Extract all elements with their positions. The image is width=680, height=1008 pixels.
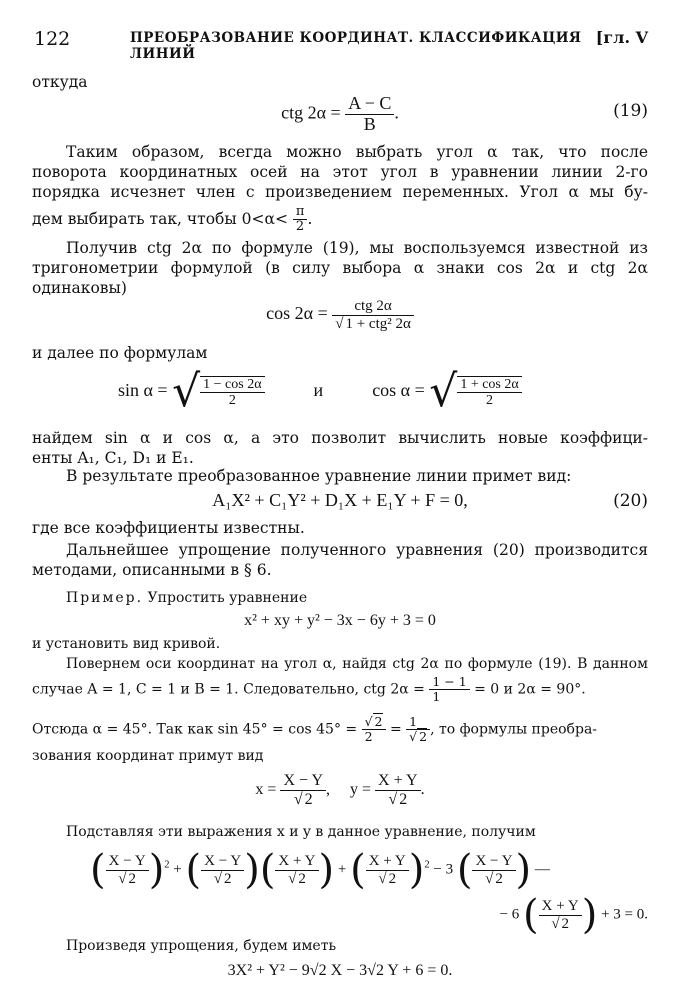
text-line: и далее по формулам [32, 344, 208, 362]
numerator: X + Y [275, 853, 318, 871]
text-line: В результате преобразованное уравнение линии примет вид: [66, 467, 572, 485]
text-span: , то формулы преобра- [430, 721, 598, 738]
denominator: √ 2 [378, 870, 397, 887]
radicand: 2 [128, 870, 137, 887]
numerator: X + Y [366, 853, 409, 871]
equation-label: (19) [613, 101, 648, 121]
text-span: = 0 и 2α = 90°. [474, 681, 586, 698]
radicand: 2 [298, 870, 306, 887]
numerator: X + Y [375, 772, 421, 791]
fraction [200, 376, 264, 409]
eq-lhs: x = [255, 780, 277, 798]
fraction [345, 94, 394, 135]
denominator: √ 2 [485, 870, 503, 887]
fraction [457, 376, 521, 409]
radicand: 2 [304, 790, 313, 808]
fraction [106, 853, 149, 887]
eq-lhs: cos α = [372, 380, 425, 401]
operator: + 3 = 0. [601, 906, 648, 923]
fraction [539, 898, 582, 932]
denominator: √ 2 [288, 870, 306, 887]
fraction [332, 298, 414, 332]
text-line: Получив ctg 2α по формуле (19), мы воспользуемся известной из [66, 239, 648, 257]
fraction [280, 772, 326, 808]
chapter-label: [гл. V [595, 28, 648, 47]
eq-lhs: sin α = [118, 380, 168, 401]
radicand: 2 [374, 714, 383, 729]
text-line: Таким образом, всегда можно выбрать угол α так, что после [66, 143, 648, 161]
transform-equations: x = $\frac{X - Y}{√ 2}$ , y = $\frac{X + Y}{√ 2}$ . [255, 772, 425, 808]
final-equation: 3X² + Y² − 9√2 X − 3√2 Y + 6 = 0. [227, 962, 453, 979]
text-line: дем выбирать так, чтобы 0<α< $\frac{\pi}{2}$ . [32, 204, 313, 235]
text-line: Произведя упрощения, будем иметь [66, 938, 337, 954]
denominator: 2 [486, 393, 494, 408]
text-span: Отсюда α = 45°. Так как sin 45° = cos 45° = [32, 721, 358, 738]
page-number: 122 [34, 28, 71, 50]
radicand: 2 [561, 915, 570, 932]
eq-lhs: cos 2α = [266, 303, 328, 324]
denominator: 2 [295, 219, 305, 235]
numerator: A − C [345, 94, 394, 115]
text-line: где все коэффициенты известны. [32, 519, 305, 537]
text-line: порядка исчезнет член с произведением переменных. Угол α мы бу- [32, 183, 648, 201]
numerator: 1 − 1 [429, 675, 469, 690]
conjunction: и [313, 380, 324, 401]
text-line: методами, описанными в § 6. [32, 561, 272, 579]
text-span: случае A = 1, C = 1 и B = 1. Следовательно, ctg 2α = [32, 681, 425, 698]
eq-lhs: y = [350, 780, 372, 798]
equation-sin-cos [118, 366, 638, 417]
denominator: √ 2 [118, 870, 137, 887]
radicand: 1 + ctg² 2α [345, 315, 411, 332]
text-line: найдем sin α и cos α, а это позволит вычислить новые коэффици- [32, 429, 648, 447]
text-line: Отсюда α = 45°. Так как sin 45° = cos 45° = $\frac{√ 2}{2}$ = $\frac{1}{√ 2}$ , то формулы преобра- [32, 714, 598, 744]
operator: − 6 [499, 906, 520, 923]
text-line: зования координат примут вид [32, 748, 264, 764]
numerator: X − Y [472, 853, 515, 871]
numerator: ctg 2α [332, 298, 414, 316]
radical-sign: √ [172, 366, 201, 417]
text-line: откуда [32, 73, 88, 91]
fraction [201, 853, 244, 887]
numerator: π [293, 205, 308, 220]
example-equation: x² + xy + y² − 3x − 6y + 3 = 0 [244, 612, 436, 629]
fraction [293, 205, 308, 235]
operator: + [337, 861, 347, 878]
text-line: тригонометрии формулой (в силу выбора α знаки cos 2α и ctg 2α [32, 259, 648, 277]
fraction [406, 715, 430, 744]
fraction [362, 715, 386, 744]
fraction [472, 853, 515, 887]
numerator: √ 2 [362, 715, 386, 730]
denominator: √ 2 [551, 915, 570, 932]
numerator: X + Y [539, 898, 582, 916]
eq-lhs: ctg 2α = [281, 102, 341, 123]
numerator: X − Y [280, 772, 326, 791]
denominator: √ 2 [388, 790, 408, 808]
operator: — [534, 861, 550, 878]
radicand: 2 [495, 870, 503, 887]
example-label: Пример. [66, 590, 144, 606]
radicand: 2 [399, 790, 408, 808]
equation-20: A₁X² + C₁Y² + D₁X + E₁Y + F = 0, [212, 490, 468, 510]
numerator: X − Y [201, 853, 244, 871]
text-line: енты A₁, C₁, D₁ и E₁. [32, 449, 194, 467]
text-line: Дальнейшее упрощение полученного уравнения (20) производится [66, 541, 648, 559]
denominator: 1 [432, 688, 441, 704]
fraction [375, 772, 421, 808]
numerator: 1 + cos 2α [457, 376, 521, 393]
equation-label: (20) [613, 491, 648, 511]
text-line: одинаковы) [32, 279, 127, 297]
text-line: Подставляя эти выражения x и y в данное уравнение, получим [66, 824, 536, 840]
denominator: B [363, 113, 376, 134]
denominator: 2 [228, 393, 236, 408]
numerator: 1 [406, 715, 430, 730]
equation-19: ctg 2α = $\frac{A - C}{B}$ . [281, 93, 399, 134]
numerator: 1 − cos 2α [200, 376, 264, 393]
denominator: √ 1 + ctg² 2α [335, 315, 411, 332]
example-heading [66, 588, 648, 608]
text-line: поворота координатных осей на этот угол в уравнении линии 2-го [32, 163, 648, 181]
radical-sign: √ [429, 366, 458, 417]
radicand: 2 [419, 728, 428, 744]
running-header [30, 26, 650, 62]
numerator: X − Y [106, 853, 149, 871]
denominator: √ 2 [293, 790, 313, 808]
equation-cos2a [32, 298, 648, 332]
running-title: ПРЕОБРАЗОВАНИЕ КООРДИНАТ. КЛАССИФИКАЦИЯ ЛИНИЙ [130, 30, 582, 62]
substitution-line-2: − 6 ( $\frac{X + Y}{√ 2}$ ) + 3 = 0. [499, 892, 648, 938]
operator: + [173, 861, 182, 878]
text-span: дем выбирать так, чтобы 0<α< [32, 209, 288, 228]
denominator: √ 2 [409, 728, 428, 744]
denominator: 2 [364, 728, 373, 744]
substitution-line-1: ( $\frac{X - Y}{√ 2}$ )$^2$ + ( $\frac{X - Y}{√ 2}$ )( $\frac{X + Y}{√ 2}$ ) + ( $\frac{X + Y}{√ 2}$ )$^2$ − 3 ( $\frac{X - Y}{√ 2}$ ) — [90, 847, 550, 893]
fraction [366, 853, 409, 887]
radicand: 2 [224, 870, 232, 887]
operator: − 3 [433, 861, 454, 878]
text-line: и установить вид кривой. [32, 636, 221, 652]
radicand: 2 [388, 870, 397, 887]
fraction [429, 675, 469, 704]
text-line: Повернем оси координат на угол α, найдя ctg 2α по формуле (19). В данном [66, 656, 648, 672]
denominator: √ 2 [213, 870, 232, 887]
example-text: Упростить уравнение [147, 590, 308, 606]
fraction [275, 853, 318, 887]
text-line [32, 675, 648, 704]
